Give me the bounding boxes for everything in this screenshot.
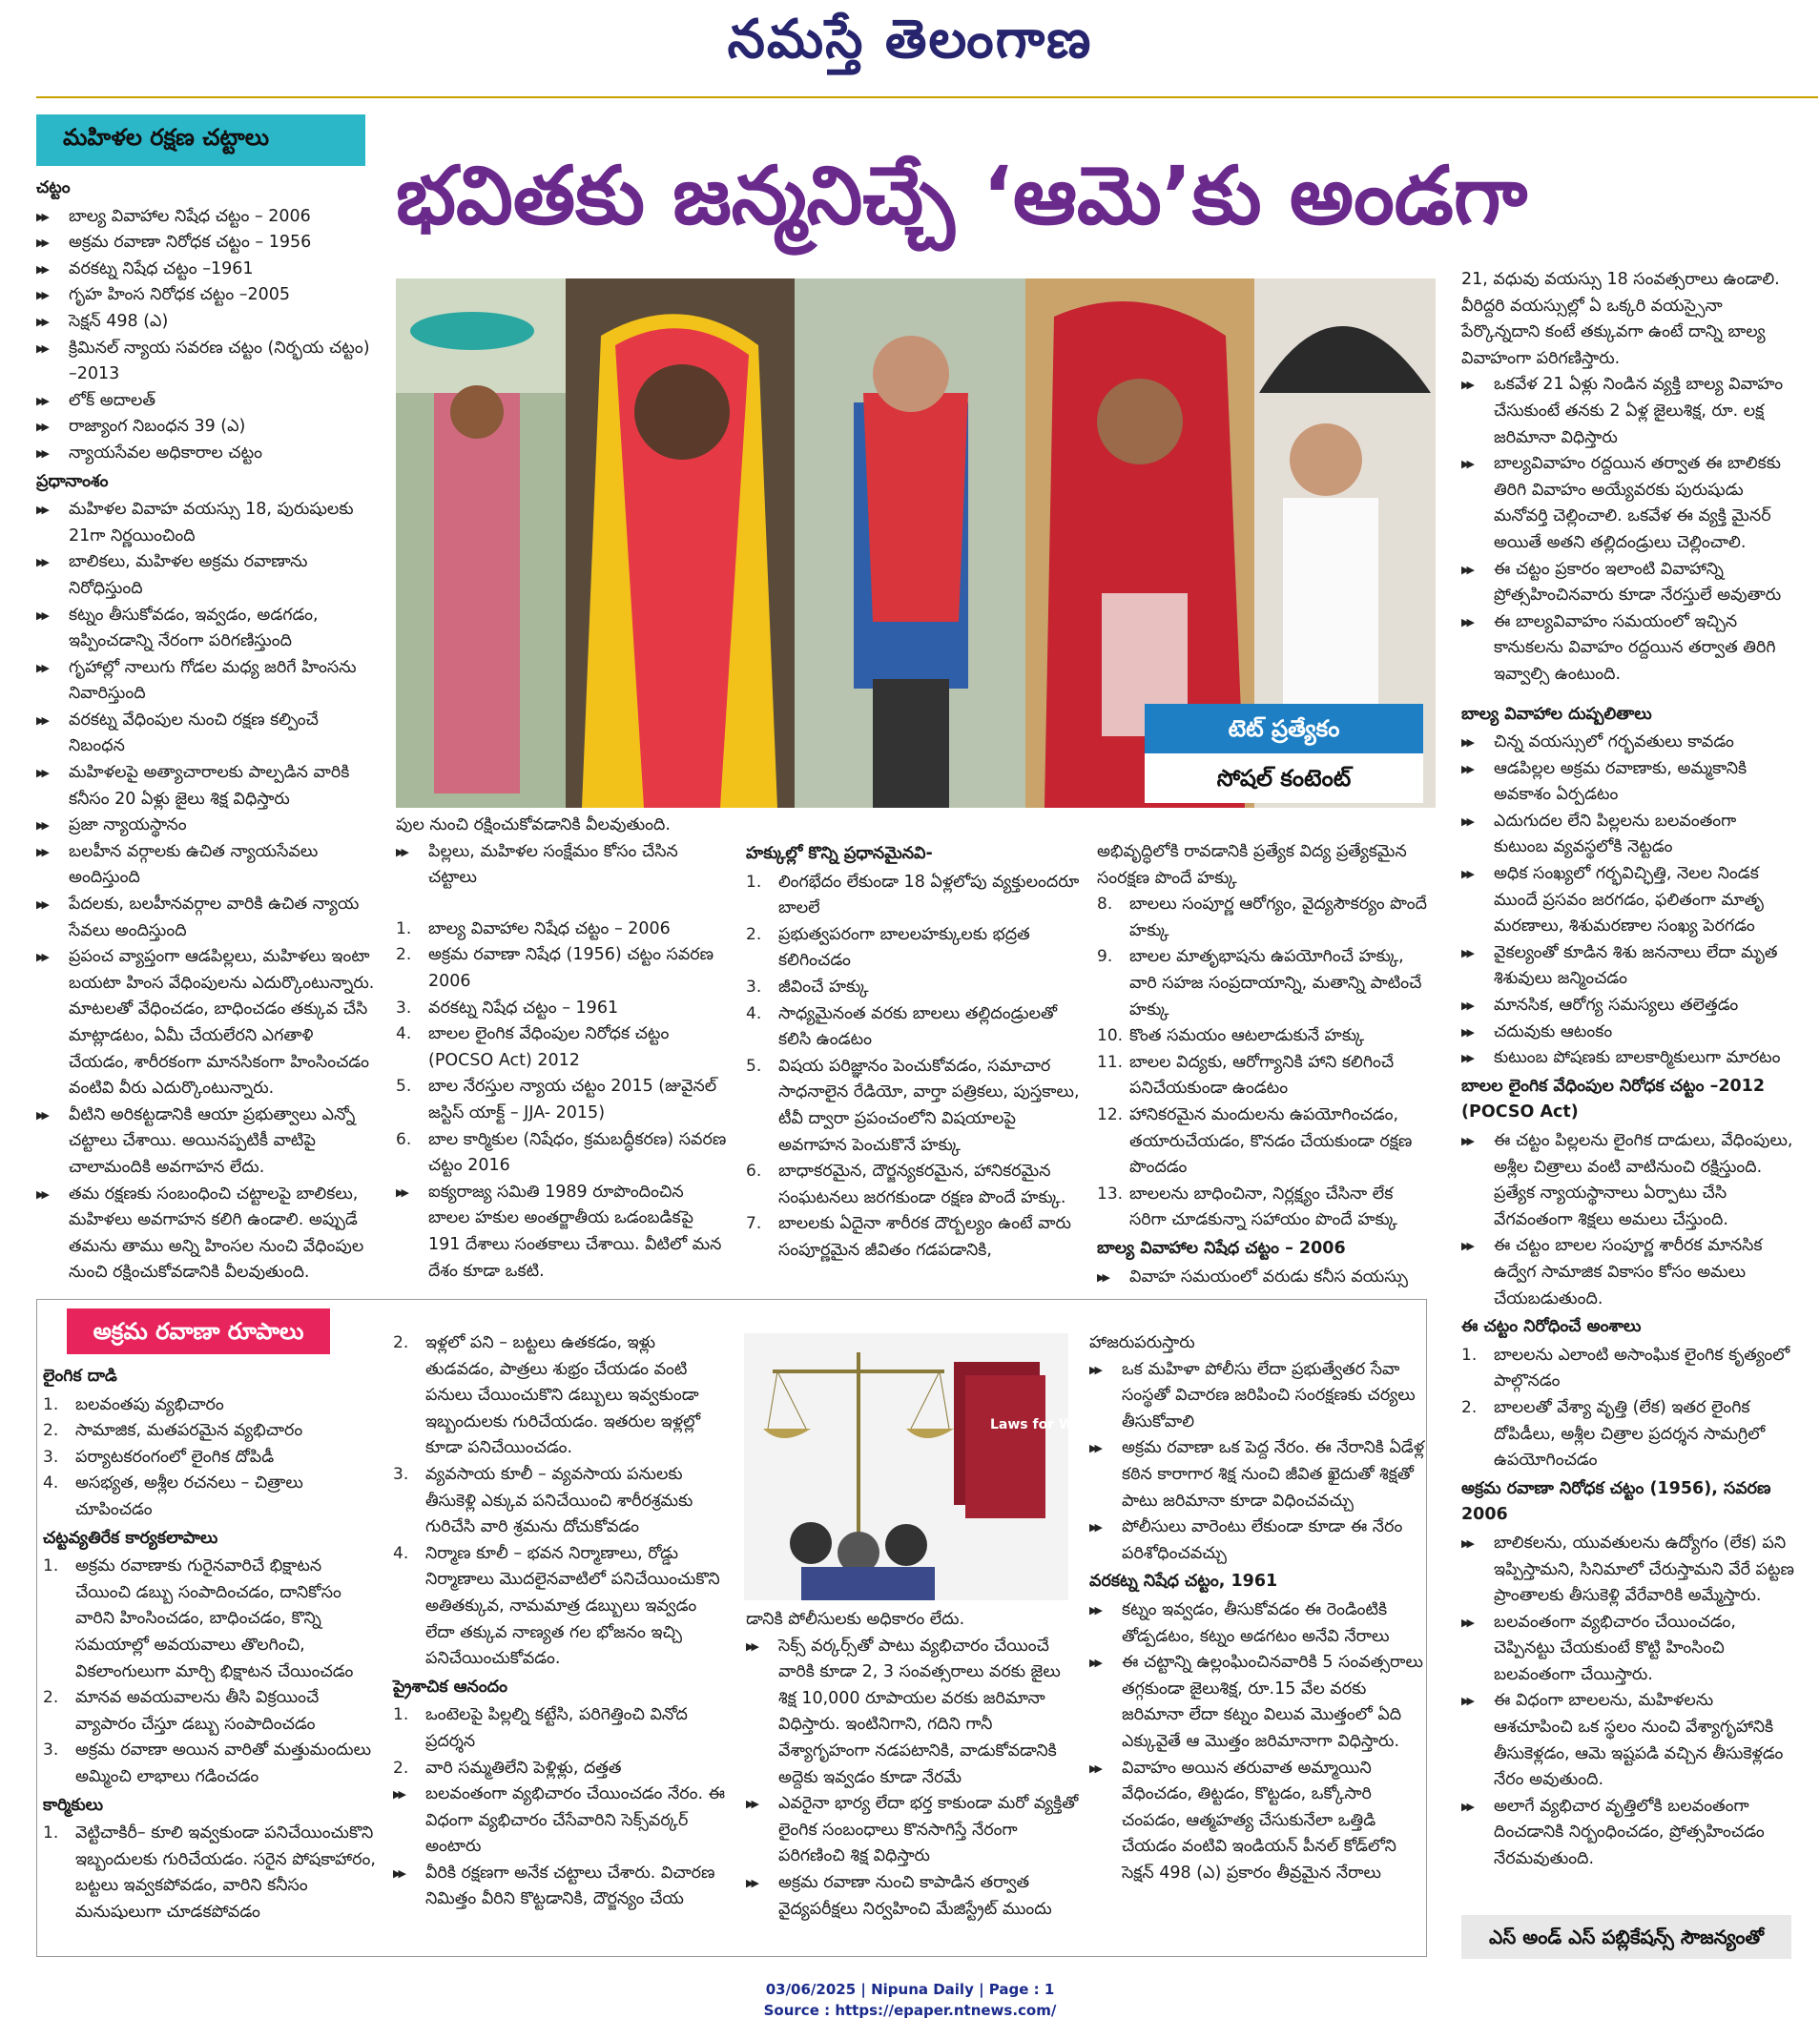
illegal-list <box>43 1554 377 1790</box>
list-item: ▶▶ మానసిక, ఆరోగ్య సమస్యలు తలెత్తడం <box>1461 993 1795 1019</box>
list-item: ▶▶ ఎదుగుదల లేని పిల్లలను బలవంతంగా కుటుంబ వ్యవస్థలోకి నెట్టడం <box>1461 809 1795 861</box>
list-item: 2. అక్రమ రవాణా నిషేధ (1956) చట్టం సవరణ 2006 <box>396 942 730 995</box>
pocso-list <box>1461 1128 1795 1312</box>
list-item: ▶▶ బలహీన వర్గాలకు ఉచిత న్యాయసేవలు అందిస్తుంది <box>36 839 375 892</box>
list-item: ▶▶ బాలికలను, యువతులను ఉద్యోగం (లేక) పని ఇప్పిస్తామని, సినిమాలో చేరుస్తామని వేరే పట్టణ ప్రాంతాలకు తీసుకెళ్లి వేరేవారికి అమ్మేస్తారు. <box>1461 1531 1795 1610</box>
list-item: 1. బాలలను ఎలాంటి అసాంఘిక లైంగిక కృత్యంలో పాల్గొనడం <box>1461 1343 1795 1395</box>
list-item: 1. బలవంతపు వ్యభిచారం <box>43 1392 377 1419</box>
masthead-logo: నమస్తే తెలంగాణ <box>727 8 1093 71</box>
list-item: ▶▶ తమ రక్షణకు సంబంధించి చట్టాలపై బాలికలు, మహిళలు అవగాహన కలిగి ఉండాలి. అప్పుడే తమను తాము అన్ని హింసల నుంచి వేధింపుల నుంచి రక్షించుకోవడానికి వీలవుతుంది. <box>36 1182 375 1287</box>
list-item: ▶▶ లోక్ అదాలత్ <box>36 388 375 415</box>
list-item: 3. జీవించే హక్కు <box>746 975 1080 1001</box>
list-item: ▶▶ ఈ బాల్యవివాహం సమయంలో ఇచ్చిన కానుకలను వివాహం రద్దయిన తర్వాత తిరిగి ఇవ్వాల్సి ఉంటుంది. <box>1461 609 1795 689</box>
list-item: 3. వ్యవసాయ కూలీ – వ్యవసాయ పనులకు తీసుకెళ్లి ఎక్కువ పనిచేయించి శారీరశ్రమకు గురిచేసి వారి శ్రమను దోచుకోవడం <box>393 1462 727 1541</box>
col3-points <box>746 1634 1080 1924</box>
list-item: ▶▶ మహిళలపై అత్యాచారాలకు పాల్పడిన వారికి కనీసం 20 ఏళ్లు జైలు శిక్ష విధిస్తారు <box>36 760 375 813</box>
list-item: 3. పర్యాటకరంగంలో లైంగిక దోపిడీ <box>43 1445 377 1472</box>
list-item: ▶▶ ప్రపంచ వ్యాప్తంగా ఆడపిల్లలు, మహిళలు ఇంటా బయటా హింస వేధింపులను ఎదుర్కొంటున్నారు. మాటలతో వేధించడం, బాధించడం తక్కువ చేసి మాట్లాడటం, ఏమీ చేయలేరని ఎగతాళి చేయడం, శారీరకంగా మానసికంగా హింసించడం వంటివి వీరు ఎదుర్కొంటున్నారు. <box>36 944 375 1102</box>
list-item: 5. విషయ పరిజ్ఞానం పెంచుకోవడం, సమాచార సాధనాలైన రేడియో, వార్తా పత్రికలు, పుస్తకాలు, టీవీ ద్వారా ప్రపంచంలోని విషయాలపై అవగాహన పెంచుకొనే హక్కు <box>746 1054 1080 1159</box>
list-item: ▶▶ ఈ చట్టం పిల్లలను లైంగిక దాడులు, వేధింపులు, అశ్లీల చిత్రాలు వంటి వాటినుంచి రక్షిస్తుంది. ప్రత్యేక న్యాయస్థానాలు ఏర్పాటు చేసి వేగవంతంగా శిక్షలు అమలు చేస్తుంది. <box>1461 1128 1795 1233</box>
list-item: ▶▶ వరకట్న వేధింపుల నుంచి రక్షణ కల్పించే నిబంధన <box>36 708 375 760</box>
trafficking-col3 <box>746 1607 1080 1923</box>
itpa-heading: అక్రమ రవాణా నిరోధక చట్టం (1956), సవరణ 2006 <box>1461 1478 1771 1525</box>
law-illustration <box>744 1333 1115 1600</box>
laws-box-title: మహిళల రక్షణ చట్టాలు <box>36 114 365 166</box>
masthead <box>0 0 1820 88</box>
list-item: 1. అక్రమ రవాణాకు గురైనవారిచే భిక్షాటన చేయించి డబ్బు సంపాదించడం, దానికోసం వారిని హింసించడం, బాధించడం, కొన్ని సమయాల్లో అవయవాలు తొలగించి, వికలాంగులుగా మార్చి భిక్షాటన చేయించడం <box>43 1554 377 1685</box>
col4-intro: అభివృద్ధిలోకి రావడానికి ప్రత్యేక విద్య ప్రత్యేకమైన సంరక్షణ పొందే హక్కు <box>1097 842 1407 888</box>
itpa-list <box>1461 1531 1795 1873</box>
list-item: ▶▶ బలవంతంగా వ్యభిచారం చేయించడం నేరం. ఈ విధంగా వ్యభిచారం చేసేవారిని సెక్స్‌వర్కర్ అంటారు <box>393 1782 727 1861</box>
laws-box <box>36 114 365 166</box>
list-item: ▶▶ చిన్న వయస్సులో గర్భవతులు కావడం <box>1461 730 1795 756</box>
labour-list-cont <box>393 1330 727 1673</box>
list-item: ▶▶ అక్రమ రవాణా ఒక పెద్ద నేరం. ఈ నేరానికి ఏడేళ్ల కఠిన కారాగార శిక్ష నుంచి జీవిత ఖైదుతో శిక్షతో పాటు జరిమానా కూడా విధించవచ్చు <box>1089 1435 1425 1514</box>
footer-line2: Source : https://epaper.ntnews.com/ <box>763 2002 1057 2019</box>
list-item: ▶▶ కట్నం ఇవ్వడం, తీసుకోవడం ఈ రెండింటికి తోడ్పడటం, కట్నం అడగటం అనేవి నేరాలు <box>1089 1597 1425 1650</box>
list-item: ▶▶ బలవంతంగా వ్యభిచారం చేయించడం, చెప్పినట్టు చేయకుంటే కొట్టి హింసించి బలవంతంగా చేయిస్తారు. <box>1461 1610 1795 1689</box>
footer-line1: 03/06/2025 | Nipuna Daily | Page : 1 <box>765 1981 1055 1998</box>
list-item: 6. బాధాకరమైన, దౌర్జన్యకరమైన, హానికరమైన సంఘటనలు జరగకుండా రక్షణ పొందే హక్కు. <box>746 1159 1080 1211</box>
col5 <box>1461 267 1795 1873</box>
list-item: 1. బాల్య వివాహాల నిషేధ చట్టం – 2006 <box>396 917 730 943</box>
list-item: 1. వెట్టిచాకిరీ– కూలి ఇవ్వకుండా పనిచేయించుకొని ఇబ్బందులకు గురిచేయడం. సరైన పోషకాహారం, బట్టలు ఇవ్వకపోవడం, వారిని కనీసం మనుషులుగా చూడకపోవడం <box>43 1821 377 1926</box>
list-item: 10. కొంత సమయం ఆటలాడుకునే హక్కు <box>1097 1023 1433 1050</box>
col2-un: ▶▶ ఐక్యరాజ్య సమితి 1989 రూపొందించిన బాలల హకుల అంతర్జాతీయ ఒడంబడికపై 191 దేశాలు సంతకాలు చేశాయి. వీటిలో మన దేశం కూడా ఒకటి. <box>396 1180 730 1285</box>
child-marriage-points <box>1461 372 1795 688</box>
list-item: 4. బాలల లైంగిక వేధింపుల నిరోధక చట్టం (POCSO Act) 2012 <box>396 1021 730 1074</box>
points-heading: ప్రధానాంశం <box>36 471 109 491</box>
tet-special-badge <box>1145 704 1423 803</box>
tr-col3-intro: డానికి పోలీసులకు అధికారం లేదు. <box>746 1610 965 1629</box>
list-item: ▶▶ ఈ చట్టాన్ని ఉల్లంఘించినవారికి 5 సంవత్సరాలు తగ్గకుండా జైలుశిక్ష, రూ.15 వేల వరకు జరిమానా లేదా కట్నం విలువ మొత్తంలో ఏది ఎక్కువైతే ఆ మొత్తం జరిమానాగా విధిస్తారు. <box>1089 1650 1425 1755</box>
badge-line1: టెట్ ప్రత్యేకం <box>1145 704 1423 753</box>
trafficking-col1 <box>43 1362 377 1926</box>
list-item: ▶▶ వీటిని అరికట్టడానికి ఆయా ప్రభుత్వాలు ఎన్నో చట్టాలు చేశాయి. అయినప్పటికీ వాటిపై చాలామందికి అవగాహన లేదు. <box>36 1102 375 1182</box>
list-item: ▶▶ పోలీసులు వారెంటు లేకుండా కూడా ఈ నేరం పరిశోధించవచ్చు <box>1089 1514 1425 1567</box>
list-item: ▶▶ అక్రమ రవాణా నుంచి కాపాడిన తర్వాత వైద్యపరీక్షలు నిర్వహించి మేజిస్ట్రేట్ ముందు <box>746 1870 1080 1923</box>
list-item: 2. బాలలతో వేశ్యా వృత్తి (లేక) ఇతర లైంగిక దోపిడీలు, అశ్లీల చిత్రాల ప్రదర్శన సామగ్రిలో ఉపయోగించడం <box>1461 1395 1795 1474</box>
list-item: ▶▶ చదువుకు ఆటంకం <box>1461 1019 1795 1046</box>
col2-intro: పుల నుంచి రక్షించుకోవడానికి వీలవుతుంది. <box>396 815 671 834</box>
credit-line: ఎస్ అండ్ ఎస్ పబ్లికేషన్స్ సౌజన్యంతో <box>1461 1915 1791 1959</box>
list-item: ▶▶ పేదలకు, బలహీనవర్గాల వారికి ఉచిత న్యాయ సేవలు అందిస్తుంది <box>36 892 375 944</box>
book-label: Laws for Women <box>990 1417 1115 1432</box>
list-item: ▶▶ వైకల్యంతో కూడిన శిశు జననాలు లేదా మృత శిశువులు జన్మించడం <box>1461 940 1795 993</box>
trafficking-col4 <box>1089 1330 1425 1886</box>
dowry-heading: వరకట్న నిషేధ చట్టం, 1961 <box>1089 1572 1278 1592</box>
list-item: ▶▶ ప్రజా న్యాయస్థానం <box>36 813 375 839</box>
list-item: ▶▶ ఎవరైనా భార్య లేదా భర్త కాకుండా మరో వ్యక్తితో లైంగిక సంబంధాలు కొనసాగిస్తే నేరంగా పరిగణించి శిక్ష విధిస్తారు <box>746 1791 1080 1870</box>
child-marriage-heading: బాల్య వివాహాల నిషేధ చట్టం – 2006 <box>1097 1238 1346 1258</box>
list-item: ▶▶ ఈ చట్టం బాలల సంపూర్ణ శారీరక మానసిక ఉద్వేగ సామాజిక వికాసం కోసం అమలు చేయబడుతుంది. <box>1461 1233 1795 1312</box>
pocso-heading: బాలల లైంగిక వేధింపుల నిరోధక చట్టం –2012 (POCSO Act) <box>1461 1076 1766 1122</box>
list-item: 3. వరకట్న నిషేధ చట్టం – 1961 <box>396 996 730 1022</box>
dowry-list <box>1089 1597 1425 1887</box>
sexual-list <box>43 1392 377 1524</box>
list-item: ▶▶ బాలికలు, మహిళల అక్రమ రవాణాను నిరోధిస్తుంది <box>36 549 375 602</box>
list-item: ▶▶ బాల్యవివాహం రద్దయిన తర్వాత ఈ బాలికకు తిరిగి వివాహం అయ్యేవరకు పురుషుడు మనోవర్తి చెల్లించాలి. ఒకవేళ ఈ వ్యక్తి మైనర్ అయితే అతని తల్లిదండ్రులు చెల్లించాలి. <box>1461 451 1795 556</box>
list-item: 6. బాల కార్మికుల (నిషేధం, క్రమబద్ధీకరణ) సవరణ చట్టం 2016 <box>396 1127 730 1180</box>
welfare-acts-list <box>396 917 730 1180</box>
rights-heading: హక్కుల్లో కొన్ని ప్రధానమైనవి- <box>746 844 933 863</box>
col2-points <box>393 1782 727 1913</box>
list-item: ▶▶ వివాహం అయిన తరువాత అమ్మాయిని వేధించడం, తిట్టడం, కొట్టడం, ఒక్కోసారి చంపడం, ఆత్మహత్య చేసుకునేలా ఒత్తిడి చేయడం వంటివి ఇండియన్ పీనల్ కోడ్‌లోని సెక్షన్ 498 (ఎ) ప్రకారం తీవ్రమైన నేరాలు <box>1089 1756 1425 1887</box>
list-item: ▶▶ ఒకవేళ 21 ఏళ్లు నిండిన వ్యక్తి బాల్య వివాహం చేసుకుంటే తనకు 2 ఏళ్ల జైలుశిక్ష, రూ. లక్ష జరిమానా విధిస్తారు <box>1461 372 1795 451</box>
list-item: 2. ఇళ్లలో పని – బట్టలు ఉతకడం, ఇళ్లు తుడవడం, పాత్రలు శుభ్రం చేయడం వంటి పనులు చేయించుకొని డబ్బులు ఇవ్వకుండా ఇబ్బందులకు గురిచేయడం. ఇతరుల ఇళ్లల్లో కూడా పనిచేయించడం. <box>393 1330 727 1462</box>
list-item: 2. సామాజిక, మతపరమైన వ్యభిచారం <box>43 1418 377 1445</box>
labour-heading: కార్మికులు <box>43 1795 104 1815</box>
list-item: ▶▶ బాల్య వివాహాల నిషేధ చట్టం – 2006 <box>36 204 375 231</box>
headline: భవితకు జన్మనిచ్చే ‘ఆమె’కు అండగా <box>396 149 1528 242</box>
list-item: 2. మానవ అవయవాలను తీసి విక్రయించే వ్యాపారం చేస్తూ డబ్బు సంపాదించడం <box>43 1685 377 1738</box>
list-item: ▶▶ రాజ్యాంగ నిబంధన 39 (ఎ) <box>36 414 375 441</box>
list-item: 11. బాలల విద్యకు, ఆరోగ్యానికి హాని కలిగించే పనిచేయకుండా ఉండటం <box>1097 1050 1433 1102</box>
list-item: 2. వారి సమ్మతిలేని పెళ్లిళ్లు, దత్తత <box>393 1756 727 1782</box>
col3 <box>746 839 1080 1265</box>
rights-list <box>746 870 1080 1265</box>
fun-list <box>393 1702 727 1782</box>
list-item: ▶▶ ఆడపిల్లల అక్రమ రవాణాకు, అమ్మకానికి అవకాశం ఏర్పడటం <box>1461 756 1795 809</box>
col2-lead: ▶▶ పిల్లలు, మహిళల సంక్షేమం కోసం చేసిన చట్టాలు <box>396 839 730 892</box>
list-item: 4. సాధ్యమైనంత వరకు బాలలు తల్లిదండ్రులతో కలిసి ఉండటం <box>746 1001 1080 1054</box>
scales-illustration-svg <box>744 1333 1115 1600</box>
list-item: ▶▶ సెక్షన్ 498 (ఎ) <box>36 309 375 336</box>
list-item: 8. బాలలు సంపూర్ణ ఆరోగ్యం, వైద్యసౌకర్యం పొందే హక్కు <box>1097 892 1433 944</box>
acts-heading: చట్టం <box>36 178 71 197</box>
tr-col4-intro: హాజరుపరుస్తారు <box>1089 1333 1195 1352</box>
labour-list <box>43 1821 377 1926</box>
col2 <box>396 813 730 1285</box>
col4-points <box>1089 1357 1425 1568</box>
list-item: ▶▶ ఈ విధంగా బాలలను, మహిళలను ఆశచూపించి ఒక స్థలం నుంచి వేశ్యాగృహానికి తీసుకెళ్లడం, ఆమె ఇష్టపడి వచ్చిన తీసుకెళ్లడం నేరం అవుతుంది. <box>1461 1688 1795 1793</box>
list-item: 1. లింగభేదం లేకుండా 18 ఏళ్లలోపు వ్యక్తులందరూ బాలలే <box>746 870 1080 922</box>
effects-heading: బాల్య వివాహాల దుష్పలితాలు <box>1461 704 1652 724</box>
effects-list <box>1461 730 1795 1072</box>
list-item: 9. బాలల మాతృభాషను ఉపయోగించే హక్కు, వారి సహజ సంప్రదాయాన్ని, మతాన్ని పాటించే హక్కు <box>1097 944 1433 1023</box>
col4 <box>1097 839 1433 1290</box>
list-item: ▶▶ వీరికి రక్షణగా అనేక చట్టాలు చేశారు. విచారణ నిమిత్తం వీరిని కొట్టడానికి, దౌర్జన్యం చేయ <box>393 1861 727 1913</box>
badge-line2: సోషల్ కంటెంట్ <box>1145 753 1423 803</box>
list-item: ▶▶ గృహ హింస నిరోధక చట్టం –2005 <box>36 282 375 309</box>
list-item: 4. అసభ్యత, అశ్లీల రచనలు – చిత్రాలు చూపించడం <box>43 1471 377 1523</box>
list-item: 7. బాలలకు ఏదైనా శారీరక దౌర్బల్యం ఉంటే వారు సంపూర్ణమైన జీవితం గడపడానికి, <box>746 1211 1080 1264</box>
list-item: ▶▶ ఈ చట్టం ప్రకారం ఇలాంటి వివాహాన్ని ప్రోత్సహించినవారు కూడా నేరస్తులే అవుతారు <box>1461 557 1795 609</box>
prevent-list <box>1461 1343 1795 1474</box>
list-item: ▶▶ ఒక మహిళా పోలీసు లేదా ప్రభుత్వేతర సేవా సంస్థతో విచారణ జరిపించి సంరక్షణకు చర్యలు తీసుకోవాలి <box>1089 1357 1425 1436</box>
illegal-heading: చట్టవ్యతిరేక కార్యకలాపాలు <box>43 1528 218 1548</box>
list-item: 2. ప్రభుత్వపరంగా బాలలహక్కులకు భద్రత కలిగించడం <box>746 922 1080 975</box>
list-item: ▶▶ గృహాల్లో నాలుగు గోడల మధ్య జరిగే హింసను నివారిస్తుంది <box>36 655 375 708</box>
list-item: ▶▶ అక్రమ రవాణా నిరోధక చట్టం – 1956 <box>36 230 375 257</box>
prevent-heading: ఈ చట్టం నిరోధించే అంశాలు <box>1461 1317 1642 1337</box>
child-marriage-point: ▶▶ వివాహ సమయంలో వరుడు కనీస వయస్సు <box>1097 1265 1433 1291</box>
list-item: ▶▶ కుటుంబ పోషణకు బాలకార్మికులుగా మారటం <box>1461 1045 1795 1072</box>
acts-list <box>36 204 375 467</box>
masthead-rule <box>36 96 1818 98</box>
laws-column <box>36 174 375 1287</box>
list-item: ▶▶ అలాగే వ్యభిచార వృత్తిలోకి బలవంతంగా దించడానికి నిర్బంధించడం, ప్రోత్సహించడం నేరమవుతుంది. <box>1461 1794 1795 1873</box>
list-item: ▶▶ కట్నం తీసుకోవడం, ఇవ్వడం, అడగడం, ఇప్పించడాన్ని నేరంగా పరిగణిస్తుంది <box>36 603 375 655</box>
trafficking-title: అక్రమ రవాణా రూపాలు <box>67 1308 330 1354</box>
list-item: 5. బాల నేరస్తుల న్యాయ చట్టం 2015 (జువైనల్ జస్టిస్ యాక్ట్ – JJA- 2015) <box>396 1074 730 1126</box>
list-item: ▶▶ న్యాయసేవల అధికారాల చట్టం <box>36 441 375 467</box>
list-item: 12. హానికరమైన మందులను ఉపయోగించడం, తయారుచేయడం, కొనడం చేయకుండా రక్షణ పొందడం <box>1097 1102 1433 1182</box>
trafficking-col2 <box>393 1330 727 1913</box>
list-item: 13. బాలలను బాధించినా, నిర్లక్ష్యం చేసినా లేక సరిగా చూడకున్నా సహాయం పొందే హక్కు <box>1097 1182 1433 1234</box>
list-item: 1. ఒంటెలపై పిల్లల్ని కట్టేసి, పరిగెత్తించి వినోద ప్రదర్శన <box>393 1702 727 1755</box>
list-item: ▶▶ మహిళల వివాహ వయస్సు 18, పురుషులకు 21గా నిర్ణయించింది <box>36 497 375 549</box>
list-item: 3. అక్రమ రవాణా అయిన వారితో మత్తుమందులు అమ్మించి లాభాలు గడించడం <box>43 1738 377 1790</box>
points-list <box>36 497 375 1287</box>
list-item: ▶▶ అధిక సంఖ్యలో గర్భవిచ్ఛిత్తి, నెలల నిండక ముందే ప్రసవం జరగడం, ఫలితంగా మాతృ మరణాలు, శిశుమరణాల సంఖ్య పెరగడం <box>1461 861 1795 940</box>
fun-heading: ప్రైశాచిక ఆనందం <box>393 1677 507 1697</box>
rights-list-cont <box>1097 892 1433 1234</box>
list-item: ▶▶ వరకట్న నిషేధ చట్టం –1961 <box>36 257 375 283</box>
list-item: ▶▶ క్రిమినల్ న్యాయ సవరణ చట్టం (నిర్భయ చట్టం) –2013 <box>36 336 375 388</box>
list-item: ▶▶ సెక్స్ వర్కర్స్‌తో పాటు వ్యభిచారం చేయించే వారికి కూడా 2, 3 సంవత్సరాలు వరకు జైలు శిక్ష 10,000 రూపాయల వరకు జరిమానా విధిస్తారు. ఇంటినిగాని, గదిని గానీ వేశ్యాగృహంగా నడపటానికి, వాడుకోవడానికి అద్దెకు ఇవ్వడం కూడా నేరమే <box>746 1634 1080 1792</box>
footer <box>0 1979 1820 2021</box>
list-item: 4. నిర్మాణ కూలీ – భవన నిర్మాణాలు, రోడ్డు నిర్మాణాలు మొదలైనవాటిలో పనిచేయించుకొని అతితక్కువ, నామమాత్ర డబ్బులు ఇవ్వడం లేదా తక్కువ నాణ్యత గల భోజనం ఇచ్చి పనిచేయించుకోవడం. <box>393 1541 727 1673</box>
col5-cont: 21, వధువు వయస్సు 18 సంవత్సరాలు ఉండాలి. వీరిద్దరి వయస్సుల్లో ఏ ఒక్కరి వయస్సైనా పేర్కొన్నదాని కంటే తక్కువగా ఉంటే దాన్ని బాల్య వివాహంగా పరిగణిస్తారు. <box>1461 270 1780 368</box>
sexual-heading: లైంగిక దాడి <box>43 1367 117 1386</box>
